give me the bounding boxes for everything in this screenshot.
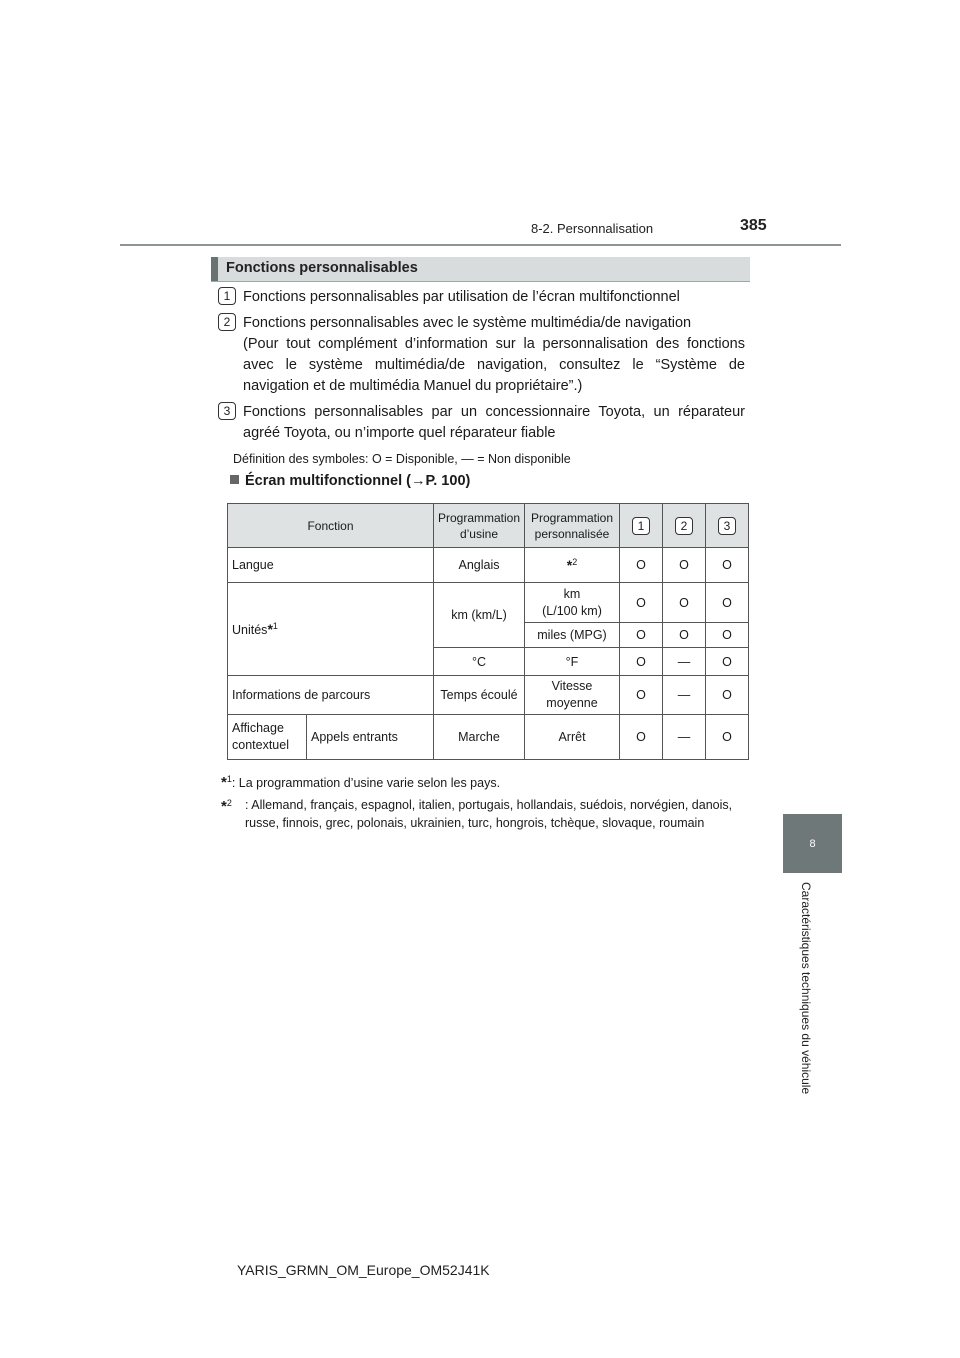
footnote-star: *	[566, 557, 573, 573]
header-col-1	[620, 504, 663, 548]
footnote-star: *	[267, 621, 273, 637]
cell-parcours-1: O	[620, 676, 663, 715]
table-row-affichage	[228, 715, 749, 760]
footnote-2	[221, 794, 781, 854]
item-1	[243, 287, 745, 308]
document-footer: YARIS_GRMN_OM_Europe_OM52J41K	[237, 1262, 490, 1278]
item-3	[243, 402, 745, 444]
cell-affichage-perso: Arrêt	[525, 715, 620, 760]
footnote-ref: 1	[272, 621, 278, 631]
cell-unites-usine-1: km (km/L)	[433, 583, 524, 648]
cell-langue-1: O	[620, 548, 663, 583]
cell-affichage-2: —	[663, 715, 706, 760]
symbol-definition: Définition des symboles: O = Disponible, — = Non disponible	[233, 452, 571, 466]
cell-unites-perso-2: miles (MPG)	[525, 623, 620, 648]
cell-parcours-perso: Vitesse moyenne	[525, 676, 620, 715]
footnote-2-text: : Allemand, français, espagnol, italien, portugais, hollandais, suédois, norvégien, danois, russe, finnois, grec, polonais, ukrainien, turc, hongrois, tchèque, slovaque, roumain	[245, 798, 733, 830]
cell-parcours-label: Informations de parcours	[228, 676, 434, 715]
footnote-2-number: 2	[226, 798, 232, 808]
header-number-1: 1	[632, 517, 650, 535]
chapter-number: 8	[809, 837, 816, 850]
table-row-parcours	[228, 676, 749, 715]
cell-unites-3-1: O	[620, 648, 663, 676]
header-perso: Programmation personnalisée	[525, 504, 620, 548]
cell-unites-1-1: O	[620, 583, 663, 623]
cell-langue-3: O	[706, 548, 749, 583]
table-header-row	[228, 504, 749, 548]
cell-unites-perso-1: km (L/100 km)	[525, 583, 620, 623]
cell-parcours-3: O	[706, 676, 749, 715]
subheading-text: Écran multifonctionnel (→P. 100)	[245, 473, 471, 489]
footnote-1-number: 1	[226, 774, 232, 784]
cell-affichage-label: Affichage contextuel	[228, 715, 307, 760]
header-divider	[120, 244, 841, 246]
cell-langue-usine: Anglais	[433, 548, 524, 583]
item-2-note: (Pour tout complément d’information sur la personnalisation des fonctions avec le système multimédia/de navigation, consultez le “Système de navigation et de multimédia Manuel du propriétaire”.)	[243, 336, 745, 394]
cell-affichage-3: O	[706, 715, 749, 760]
table-row-unites-1	[228, 583, 749, 623]
chapter-side-label	[797, 882, 815, 1112]
header-col-3	[706, 504, 749, 548]
cell-langue-perso	[525, 548, 620, 583]
cell-affichage-1: O	[620, 715, 663, 760]
cell-unites-2-2: O	[663, 623, 706, 648]
item-number-2: 2	[218, 313, 236, 331]
subheading	[230, 473, 470, 489]
cell-parcours-2: —	[663, 676, 706, 715]
cell-unites-usine-3: °C	[433, 648, 524, 676]
cell-parcours-usine: Temps écoulé	[433, 676, 524, 715]
cell-unites-3-3: O	[706, 648, 749, 676]
section-title-bar	[211, 257, 750, 281]
section-underline	[211, 281, 750, 282]
header-usine: Programmation d’usine	[433, 504, 524, 548]
cell-unites-1-2: O	[663, 583, 706, 623]
footnote-1-text: : La programmation d’usine varie selon les pays.	[231, 776, 501, 790]
running-header-section: 8-2. Personnalisation	[531, 221, 654, 236]
chapter-side-label-text: Caractéristiques techniques du véhicule	[799, 882, 813, 1095]
footnote-1-star: *	[221, 774, 227, 791]
header-number-2: 2	[675, 517, 693, 535]
footnote-ref: 2	[572, 557, 578, 567]
cell-unites-2-1: O	[620, 623, 663, 648]
item-3-text: Fonctions personnalisables par un concessionnaire Toyota, un réparateur agréé Toyota, ou n’importe quel réparateur fiable	[243, 404, 745, 441]
header-fonction: Fonction	[228, 504, 434, 548]
item-number-3: 3	[218, 402, 236, 420]
cell-langue-label: Langue	[228, 548, 434, 583]
cell-langue-2: O	[663, 548, 706, 583]
item-2	[243, 313, 745, 397]
header-col-2	[663, 504, 706, 548]
cell-affichage-sub: Appels entrants	[307, 715, 434, 760]
section-title: Fonctions personnalisables	[226, 260, 418, 276]
cell-unites-perso-3: °F	[525, 648, 620, 676]
footnote-2-star: *	[221, 798, 227, 815]
chapter-tab	[783, 814, 842, 873]
cell-unites-2-3: O	[706, 623, 749, 648]
square-bullet-icon	[230, 475, 239, 484]
item-1-text: Fonctions personnalisables par utilisation de l’écran multifonctionnel	[243, 289, 680, 305]
table-row-langue	[228, 548, 749, 583]
page-number: 385	[740, 217, 767, 234]
unites-text: Unités	[232, 623, 268, 637]
item-number-1: 1	[218, 287, 236, 305]
cell-affichage-usine: Marche	[433, 715, 524, 760]
cell-unites-3-2: —	[663, 648, 706, 676]
cell-unites-label	[228, 583, 434, 676]
footnote-1	[221, 770, 781, 790]
item-2-text: Fonctions personnalisables avec le système multimédia/de navigation	[243, 315, 692, 331]
header-number-3: 3	[718, 517, 736, 535]
cell-unites-1-3: O	[706, 583, 749, 623]
settings-table	[227, 503, 749, 760]
